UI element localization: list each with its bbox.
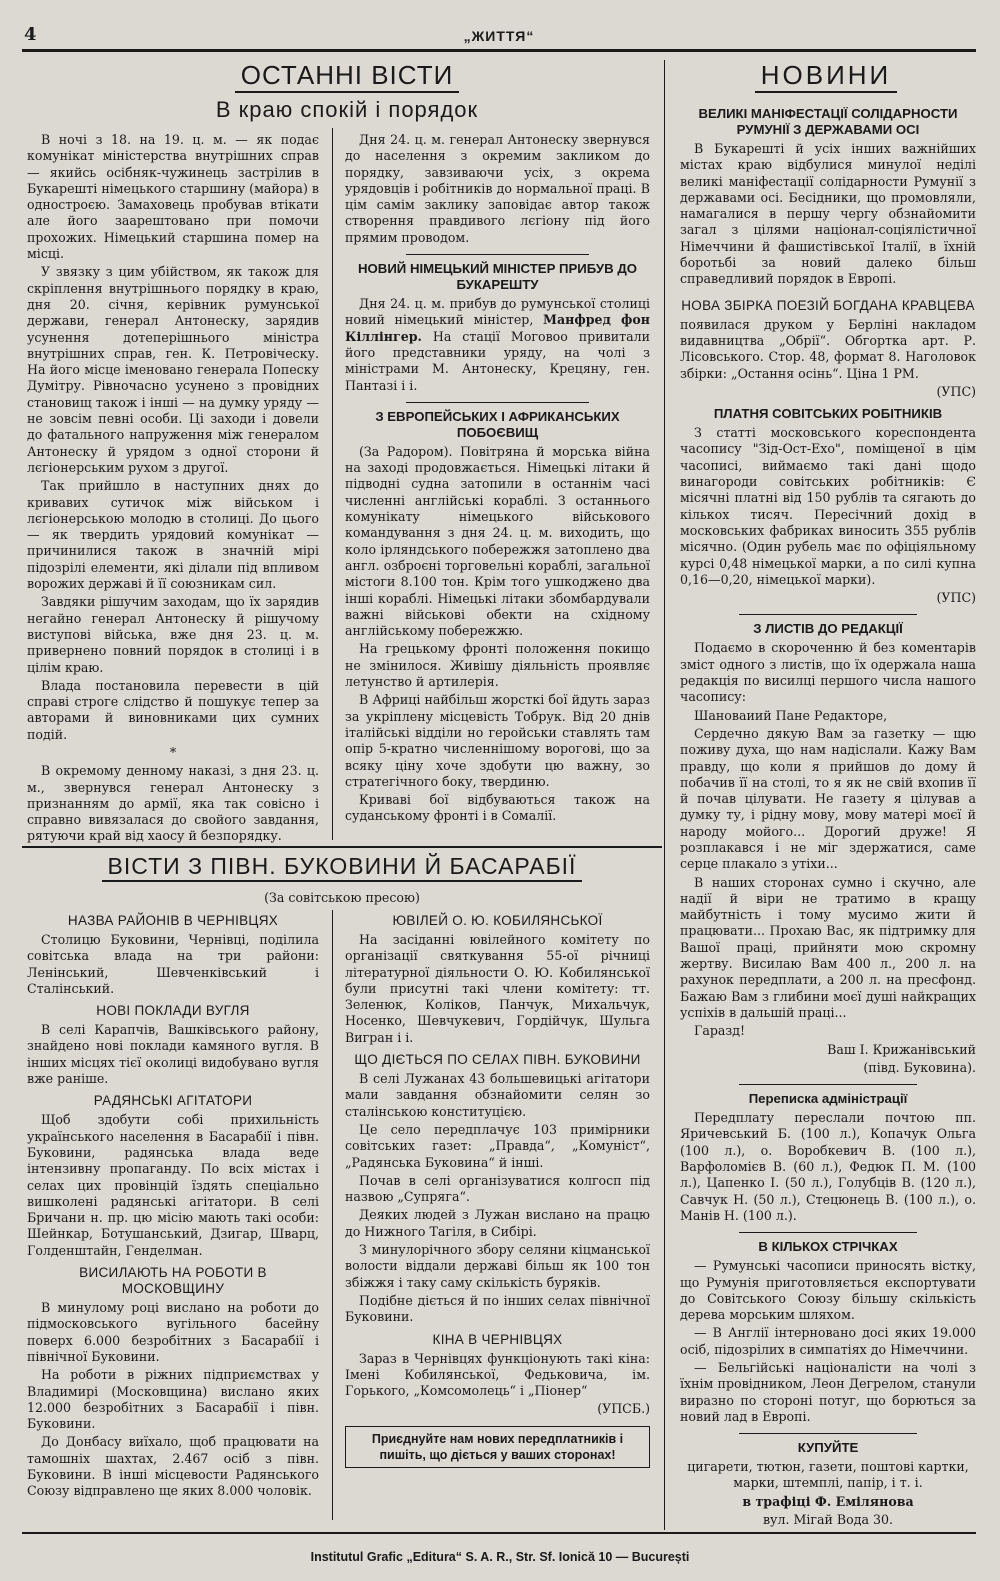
paragraph: Криваві бої відбуваються також на суданському фронті і в Сомалії.: [345, 792, 650, 824]
paragraph: Так прийшло в наступних днях до кривавих сутичок між військом і лєгіонерською молодю в столиці. До цього — як твердить урядовий комунікат — причинилися також в значній мірі підозрілі елементи, які ділали під впливом ворожих державі й її союзникам сил.: [27, 478, 319, 592]
signature-location: (півд. Буковина).: [863, 1059, 976, 1075]
minister-heading: НОВИЙ НІМЕЦЬКИЙ МІНІСТЕР ПРИБУВ ДО БУКАРЕШТУ: [358, 261, 637, 293]
coal-heading: НОВІ ПОКЛАДИ ВУГЛЯ: [96, 1003, 250, 1019]
paragraph: В ночі з 18. на 19. ц. м. — як подає комунікат міністерства внутрішних справ — якийсь осібняк-чужинець застрілив в Букарешті німецького старшину (майора) в одностроєю. Замаховець пробував втікати але його заарештовано при помочи прохожих. Німецький старшина помер на місці.: [27, 132, 319, 262]
paragraph: Передплату переслали почтою пп. Яричевський Б. (100 л.), Копачук Ольга (100 л.), о. Воробкевич В. (100 л.), Варфоломієв В. (60 л.), Федюк П. М. (100 л.), Цапенко І. (50 л.), Голубців В. (120 л.), Савчук Н. (50 л.), Стецюнець В. (100 л.), о. Манів Н. (100 л.).: [680, 1110, 976, 1223]
footer-rule: [22, 1532, 976, 1534]
battles-heading: З ЕВРОПЕЙСЬКИХ І АФРИКАНСЬКИХ ПОБОЄВИЩ: [375, 408, 620, 440]
bukovina-column-2: [345, 907, 650, 1468]
paragraph: В селі Лужанах 43 большевицькі агітатори мали завдання обзнайомити селян зо сталінською конституцією.: [345, 1071, 650, 1119]
paragraph: Зараз в Чернівцях функціонують такі кіна: Імені Кобилянської, Федьковича, ім. Горького, „Комсомолець“ і „Піонер“: [345, 1350, 650, 1399]
source-tag: (УПС): [936, 590, 976, 606]
paragraph: — Бельгійські націоналісти на чолі з їхнім провідником, Леон Дегрелом, станули виразно по стороні потуг, що борються за новий лад в Европі.: [680, 1360, 976, 1424]
paragraph: Завдяки рішучим заходам, що їх зарядив негайно генерал Антонеску й рішучому виступові війська, вже дня 23. ц. м. привернено повний порядок в столиці і в цілім краю.: [27, 594, 319, 675]
paragraph: На засіданні ювілейного комітету по організації святкування 55-ої річниці літературної діяльности О. Ю. Кобилянської були присутні такі члени комітету: тт. Зеленюк, Коліков, Панчук, Михальчук, Носенко, Шевчукевич, Гордійчук, Шульга Вигран і і.: [345, 932, 650, 1045]
paragraph: — В Англії інтерновано досі яких 19.000 осіб, підозрілих в симпатіях до Німеччини.: [680, 1325, 976, 1357]
paragraph: Деяких людей з Лужан вислано на працю до Нижного Тагіля, в Сибірі.: [345, 1207, 650, 1239]
column-divider: [664, 60, 665, 1530]
poetry-heading: НОВА ЗБІРКА ПОЕЗІЙ БОГДАНА КРАВЦЕВА: [681, 297, 975, 313]
admin-heading: Переписка адміністрації: [748, 1091, 908, 1107]
jubilee-heading: ЮВІЛЕЙ О. Ю. КОБИЛЯНСЬКОЇ: [392, 913, 603, 928]
paragraph: На грецькому фронті положення покищо не змінилося. Живішу діяльність проявляє летунство й артилерія.: [345, 641, 650, 690]
cinema-heading: КІНА В ЧЕРНІВЦЯХ: [432, 1331, 563, 1347]
subscribe-appeal-box: Приєднуйте нам нових передплатників і пишіть, що діється у ваших сторонах!: [345, 1426, 650, 1468]
paragraph: Почав в селі організуватися колгосп під назвою „Супряга“.: [345, 1172, 650, 1205]
paragraph: (За Радором). Повітряна й морська війна на заході продовжається. Німецькі літаки й підводні судна затопили в останнім часі численні англійські кораблі. З останнього комунікату німецького військового командування з дня 24. ц. м. виходить, що коло ірляндського побережжя затоплено два англ. озброєні торговельні кораблі, загальної містоги 8.100 тон. Крім того ушкоджено два інші кораблі. Німецькі літаки збомбардували важні військові обекти на східному англійському побережжю.: [345, 443, 650, 639]
signature: Ваш І. Крижанівський: [827, 1041, 976, 1057]
newspaper-name: „ЖИТТЯ“: [463, 28, 535, 44]
minister-paragraph: Дня 24. ц. м. прибув до румунської столиці новий німецький міністер, Манфред фон Кіллінгер. На стації Моговоо привитали його представники уряду, на чолі з міністрами М. Антонеску, Крецяну, ген. Пантазі і і.: [345, 296, 650, 393]
paragraph: До Донбасу виїхало, щоб працювати на тамошніх шахтах, 2.467 осіб з півн. Буковини. В інші місцевости Радянського Союзу відправлено ще яких 8.000 чоловік.: [27, 1434, 319, 1499]
source-tag: (УПСБ.): [597, 1401, 650, 1417]
column-divider: [332, 910, 333, 1520]
section-rule: [22, 846, 662, 848]
rule: [739, 1084, 917, 1085]
rule: [739, 1433, 917, 1434]
last-news-subtitle: В краю спокій і порядок: [215, 97, 479, 122]
paragraph: На роботи в ріжних підприємствах у Владимирі (Московщина) вислано яких 12.000 безробітних з Басарабії і півн. Буковини.: [27, 1367, 319, 1432]
brief-heading: В КІЛЬКОХ СТРІЧКАХ: [758, 1239, 898, 1255]
asterisk-separator: *: [169, 744, 177, 760]
paragraph: Дня 24. ц. м. генерал Антонеску звернувся до населення з окремим закликом до порядку, завзиваючи усіх, з окрема урядовців і робітників до нормальної праці. В цім самім заклику заповідає автор також створення правдивого лєгіону під його прямим проводом.: [345, 132, 650, 245]
bukovina-title: ВІСТИ З ПІВН. БУКОВИНИ Й БАСАРАБІЇ: [22, 853, 662, 882]
paragraph: — Румунські часописи приносять вістку, що Румунія приготовляється експортувати до Совітського Союзу більшу скількість дерева морським шляхом.: [680, 1258, 976, 1323]
paragraph: У звязку з цим убійством, як також для скріплення внутрішнього порядку в краю, дня 20. січня, керівник румунської держави, генерал Антонеску, зарядив усунення дотеперішнього міністра внутрішних справ, ген. К. Петровіческу. На його місце іменовано генерала Попеску Думітру. Рівночасно усунено з провідних становищ також і інші — на думку уряду — не зовсім певні особи. Ці заходи і довели до фатального напруження між генералом Антонеску й урядом з одної сторони й лєгіонерським рухом з другої.: [27, 264, 319, 475]
rule: [739, 614, 917, 615]
column-divider: [332, 128, 333, 840]
buy-text: цигарети, тютюн, газети, поштові картки, марки, штемплі, папір, і т. і.: [687, 1459, 969, 1491]
shop-name: в трафіці Ф. Емілянова: [742, 1493, 914, 1509]
manifest-heading: ВЕЛИКІ МАНІФЕСТАЦІЇ СОЛІДАРНОСТИ РУМУНІЇ З ДЕРЖАВАМИ ОСІ: [698, 106, 958, 137]
bukovina-column-1: [27, 907, 319, 1502]
news-column: [680, 100, 976, 1530]
paragraph: Шановаиий Пане Редакторе,: [694, 707, 888, 723]
agitators-heading: РАДЯНСЬКІ АГІТАТОРИ: [93, 1093, 253, 1109]
paragraph: З статті московського кореспондента часопису "Зід-Ост-Ехо", поміщеної в цім часописі, виймаємо такі дані щодо винагороди совітських робітників: Є місячні платні від 150 рублів та сягають до кількох тисяч. Пересічний дохід в московських фабриках виносить 355 рублів місячно. (Один рубель має по офіціяльному курсі 0,48 німецької марки, а по силі купна 0,16—0,20, німецької марки).: [680, 425, 976, 587]
news-title: НОВИНИ: [676, 60, 976, 93]
bukovina-source: (За совітською пресою): [264, 890, 420, 905]
rule: [406, 254, 589, 255]
paragraph: Гаразд!: [694, 1023, 746, 1039]
source-tag: (УПС): [936, 383, 976, 399]
paragraph: Подаємо в скороченню й без коментарів зміст одного з листів, що їх одержала наша редакція по висилці першого числа нашого часопису:: [680, 640, 976, 705]
work-heading: ВИСИЛАЮТЬ НА РОБОТИ В МОСКОВЩИНУ: [79, 1265, 267, 1297]
paragraph: В Букарешті й усіх інших важнійших містах краю відбулися минулої неділі великі маніфестації солідарности Румунії з державами осі. Бесідники, що промовляли, намагалися в першу чергу обзнайомити загал з цілями націонал-соціялістичної Німеччини й фашистівської Італії, в їхній боротьбі за новий далеко більш справедливий порядок в Европі.: [680, 141, 976, 287]
villages-heading: ЩО ДІЄТЬСЯ ПО СЕЛАХ ПІВН. БУКОВИНИ: [354, 1052, 641, 1068]
last-news-column-2: [345, 132, 650, 827]
paragraph: Столицю Буковини, Чернівці, поділила совітська влада на три райони: Ленінський, Шевченківський і Сталінський.: [27, 932, 319, 996]
page-number: 4: [24, 24, 37, 45]
wages-heading: ПЛАТНЯ СОВІТСЬКИХ РОБІТНИКІВ: [713, 406, 943, 422]
paragraph: Влада постановила перевести в цій справі строге слідство й пошукує тепер за авторами й виновниками цих сумних подій.: [27, 677, 319, 742]
paragraph: Сердечно дякую Вам за газетку — щю поживу духа, що нам надіслали. Кажу Вам правду, що коли я прийшов до дому й побачив її на столі, то я як не свій вхопив її й почав цілувати. Не газету я цілував а думку ту, і рідну мову, мову матері моєї й народу мойого... Дорогий друже! Я розплакався і не міг здержатися, саме серце плакало з утіхи...: [680, 725, 976, 872]
paragraph: В минулому році вислано на роботи до підмосковського вугільного басейну поверх 6.000 безробітних з Басарабії і північної Буковини.: [27, 1300, 319, 1364]
last-news-column-1: [27, 132, 319, 847]
paragraph: В наших сторонах сумно і скучно, але надії й віри не тратимо в кращу майбутність і тому мусимо жити й працювати... Прохаю Вас, як підтримку для Вашої праці, прийняти мою скромну жертву. Висилаю Вам 400 л., 200 л. на рахунок передплати, а 200 л. на пресфонд. Бажаю Вам з глибини моєї душі найкращих успіхів в дальшій праці...: [680, 874, 976, 1020]
districts-heading: НАЗВА РАЙОНІВ В ЧЕРНІВЦЯХ: [67, 913, 279, 928]
paragraph: В селі Карапчів, Вашківського району, знайдено нові поклади камяного вугля. В інших місцях тієї околиці видобувано вугля вже раніше.: [27, 1022, 319, 1087]
last-news-title: ОСТАННІ ВІСТИ: [22, 60, 672, 93]
minister-name: Манфред фон Кіллінгер.: [345, 312, 650, 344]
printer-imprint: Institutul Grafic „Editura“ S. A. R., Str. Sf. Ionică 10 — București: [310, 1550, 690, 1564]
paragraph: Це село передплачує 103 примірники совітських газет: „Правда“, „Комуніст“, „Радянська Буковина“ й інші.: [345, 1121, 650, 1170]
paragraph: З минулорічного збору селяни кіцманської волости віддали державі більш як 100 тон збіжжя і таку саму скількість буряків.: [345, 1242, 650, 1290]
rule: [739, 1232, 917, 1233]
buy-heading: КУПУЙТЕ: [797, 1440, 859, 1456]
page-header: [22, 22, 976, 52]
rule: [406, 402, 589, 403]
shop-address: вул. Мігай Вода 30.: [762, 1512, 894, 1528]
paragraph: Подібне діється й по інших селах північної Буковини.: [345, 1292, 650, 1325]
paragraph: В Африці найбільш жорсткі бої йдуть зараз за укріплену місцевість Тобрук. Від 20 днів італійські відділи но геройськи ставлять там опір 5-кратно численнішому ворогові, що за всяку ціну хоче здобути цю важну, зо стратегічного боку, твердиню.: [345, 692, 650, 789]
letters-heading: З ЛИСТІВ ДО РЕДАКЦІЇ: [753, 621, 903, 637]
paragraph: Щоб здобути собі прихильність українського населення в Басарабії і півн. Буковини, радянська влада веде інтензивну пропаганду. По всіх містах і селах цих провінцій їздять спеціально вишколені радянські агітатори. В селі Бричани н. пр. цю місію мають такі особи: Шейнкар, Ботушанський, Дзигар, Шварц, Голденштайн, Генделман.: [27, 1112, 319, 1258]
paragraph: появилася друком у Берліні накладом видавництва „Обрії“. Обгортка арт. Р. Лісовського. Стор. 48, формат 8. Наголовок збірки: „Остання осінь“. Ціна 1 РМ.: [680, 316, 976, 381]
paragraph: В окремому денному наказі, з дня 23. ц. м., звернувся генерал Антонеску з признанням до армії, яка так совісно і справно вивязалася до свойого завдання, рятуючи край від хаосу й безпорядку.: [27, 763, 319, 844]
